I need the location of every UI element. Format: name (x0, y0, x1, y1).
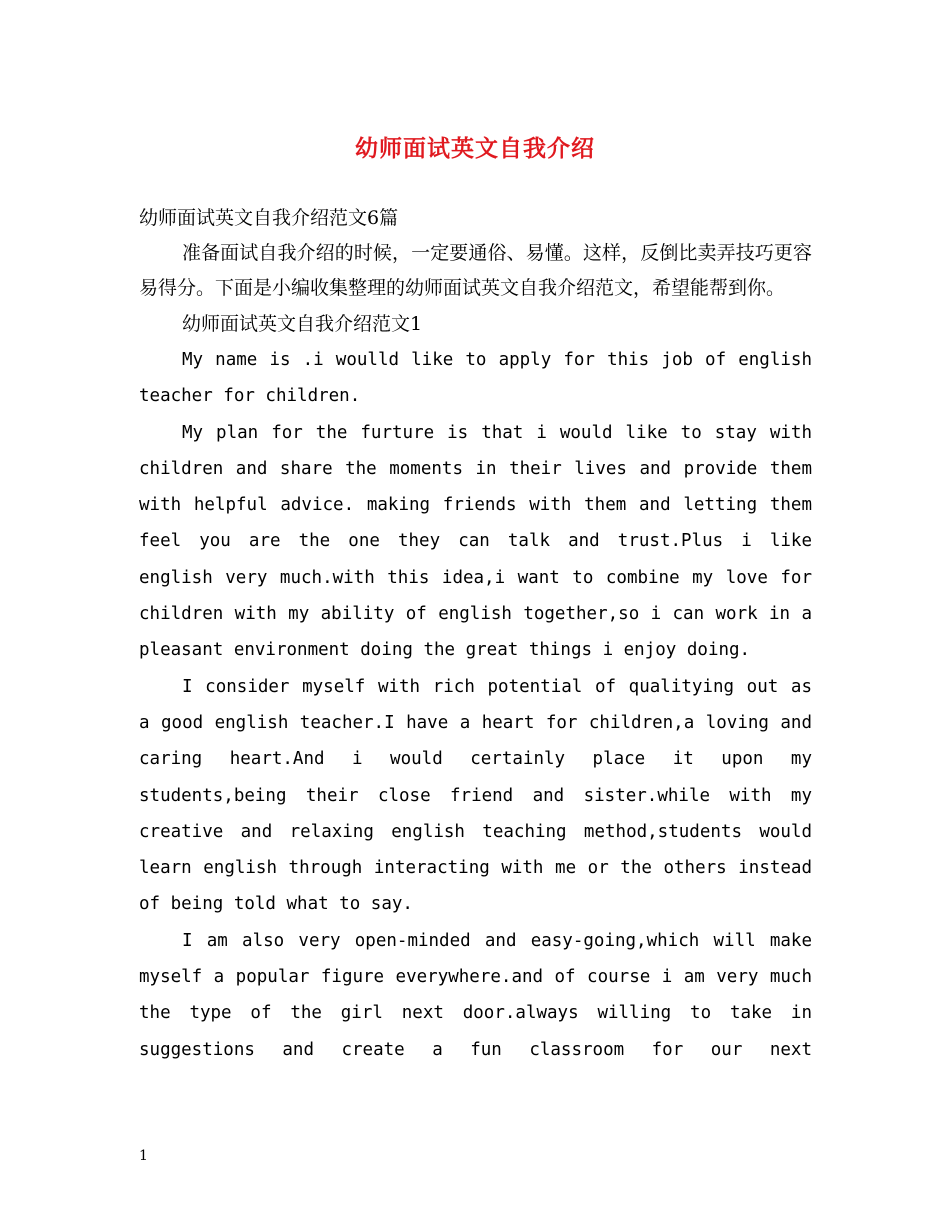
page-title: 幼师面试英文自我介绍 (355, 135, 595, 162)
document-subtitle: 幼师面试英文自我介绍范文6篇 (139, 207, 399, 229)
intro-paragraph: 准备面试自我介绍的时候，一定要通俗、易懂。这样，反倒比卖弄技巧更容易得分。下面是小编收集整理的幼师面试英文自我介绍范文，希望能帮到你。 (139, 242, 812, 299)
document-body (139, 200, 812, 1068)
body-paragraph-3: I consider myself with rich potential of qualitying out as a good english teacher.I have a heart for children,a loving and caring heart.And i would certainly place it upon my students,being their close friend and sister.while with my creative and relaxing english teaching method,students would learn english through interacting with me or the others instead of being told what to say. (139, 676, 812, 915)
body-paragraph-2: My plan for the furture is that i would like to stay with children and share the moments in their lives and provide them with helpful advice. making friends with them and letting them feel you are the one they can talk and trust.Plus i like english very much.with this idea,i want to combine my love for children with my ability of english together,so i can work in a pleasant environment doing the great things i enjoy doing. (139, 422, 812, 661)
body-paragraph-1: My name is .i woulld like to apply for this job of english teacher for children. (139, 350, 812, 407)
page-number: 1 (139, 1148, 148, 1164)
body-paragraph-4: I am also very open-minded and easy-going,which will make myself a popular figure everywhere.and of course i am very much the type of the girl next door.always willing to take in suggestions and create a fun classroom for our next (139, 930, 812, 1060)
section-heading: 幼师面试英文自我介绍范文1 (182, 313, 423, 335)
